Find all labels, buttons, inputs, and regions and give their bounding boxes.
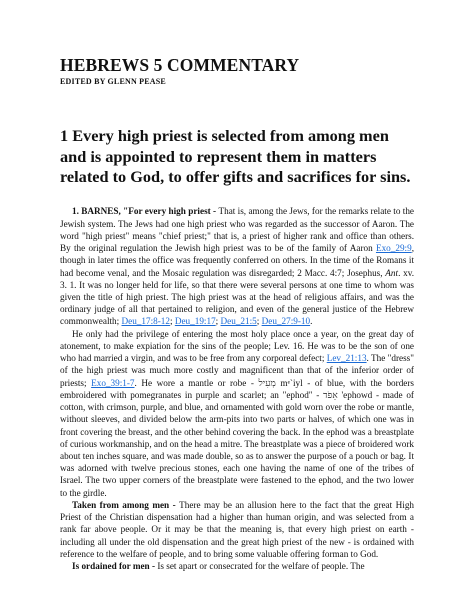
text-segment: ; bbox=[256, 316, 262, 327]
text-segment: . bbox=[310, 316, 313, 327]
text-segment: . xv. 3. 1. It was no longer held for life, so that there were several persons at one time to whom was given the title of high priest. The high priest was at the head of religious affairs, and was the ordinary judge of all that pertained to religion, and even of the general justice of the Hebrew commonwealth; bbox=[60, 267, 414, 327]
scripture-reference-link[interactable]: Deu_19:17 bbox=[174, 316, 216, 327]
commentary-paragraph bbox=[60, 205, 414, 327]
text-segment: ; bbox=[169, 316, 175, 327]
text-segment: . The "dress" of the high priest was much more costly and magnificent than that of the inferior order of priests; bbox=[60, 353, 414, 388]
text-segment: . He wore a mantle or robe - bbox=[134, 377, 259, 388]
editor-line: EDITED BY GLENN PEASE bbox=[60, 77, 166, 87]
hebrew-word: אֵפֹד bbox=[323, 389, 338, 400]
verse-heading: 1 Every high priest is selected from among men and is appointed to represent them in matters related to God, to offer gifts and sacrifices for sins. bbox=[60, 126, 411, 186]
scripture-reference-link[interactable]: Exo_29:9 bbox=[375, 243, 412, 254]
commentary-body bbox=[60, 205, 414, 572]
commentary-lemma: Is ordained for men - bbox=[72, 561, 158, 572]
scripture-reference-link[interactable]: Deu_17:8-12 bbox=[121, 316, 170, 327]
scripture-reference-link[interactable]: Exo_39:1-7 bbox=[91, 377, 135, 388]
text-segment: He only had the privilege of entering the most holy place once a year, on the great day of atonement, to make expiation for the sins of the people; Lev. 16. He was to be the son of one who had married a virgin, and was to be free from any corporeal defect; bbox=[60, 328, 414, 364]
italic-text: Ant bbox=[385, 267, 399, 278]
document-title: HEBREWS 5 COMMENTARY bbox=[60, 55, 300, 75]
commentary-lemma: 1. BARNES, "For every high priest - bbox=[72, 206, 219, 217]
text-segment: ; bbox=[215, 316, 221, 327]
text-segment: , though in later times the office was frequently conferred on others. In the time of the Romans it had become venal, and the Mosaic regulation was disregarded; 2 Macc. 4:7; Josephus, bbox=[60, 243, 414, 278]
text-segment: That is, among the Jews, for the remarks relate to the Jewish system. The Jews had one high priest who was regarded as the successor of Aaron. The word "high priest" means "chief priest;" that is, a priest of higher rank and office than others. By the original regulation the Jewish high priest was to be of the family of Aaron bbox=[60, 206, 414, 254]
text-segment: Is set apart or consecrated for the welfare of people. The bbox=[157, 561, 365, 572]
commentary-paragraph bbox=[60, 560, 414, 572]
text-segment: mᵉ`iyl - of blue, with the borders embroidered with pomegranates in purple and scarlet; an "ephod" - bbox=[60, 377, 414, 400]
commentary-lemma: Taken from among men - bbox=[72, 499, 180, 510]
hebrew-word: מְעִיל bbox=[258, 377, 276, 388]
commentary-paragraph bbox=[60, 499, 414, 560]
commentary-paragraph bbox=[60, 328, 414, 499]
scripture-reference-link[interactable]: Deu_27:9-10 bbox=[261, 316, 311, 327]
scripture-reference-link[interactable]: Lev_21:13 bbox=[326, 353, 367, 364]
text-segment: There may be an allusion here to the fact that the great High Priest of the Christian dispensation had a higher than human origin, and was selected from a rank far above people. Or it may be that the meaning is, that every high priest on earth - including all under the old dispensation and the great high priest of the new - is ordained with reference to the welfare of people, and to bring some valuable offering forman to God. bbox=[60, 499, 415, 559]
text-segment: 'ephowd - made of cotton, with crimson, purple, and blue, and ornamented with gold worn over the robe or mantle, without sleeves, and divided below the arm-pits into two parts or halves, of which one was in front covering the breast, and the other behind covering the back. In the ephod was a breastplate of curious workmanship, and on the head a mitre. The breastplate was a piece of broidered work about ten inches square, and was made double, so as to answer the purpose of a pouch or bag. It was adorned with twelve precious stones, each one having the name of one of the tribes of Israel. The two upper corners of the breastplate were fastened to the ephod, and the two lower to the girdle. bbox=[60, 389, 414, 498]
scripture-reference-link[interactable]: Deu_21:5 bbox=[220, 316, 257, 327]
